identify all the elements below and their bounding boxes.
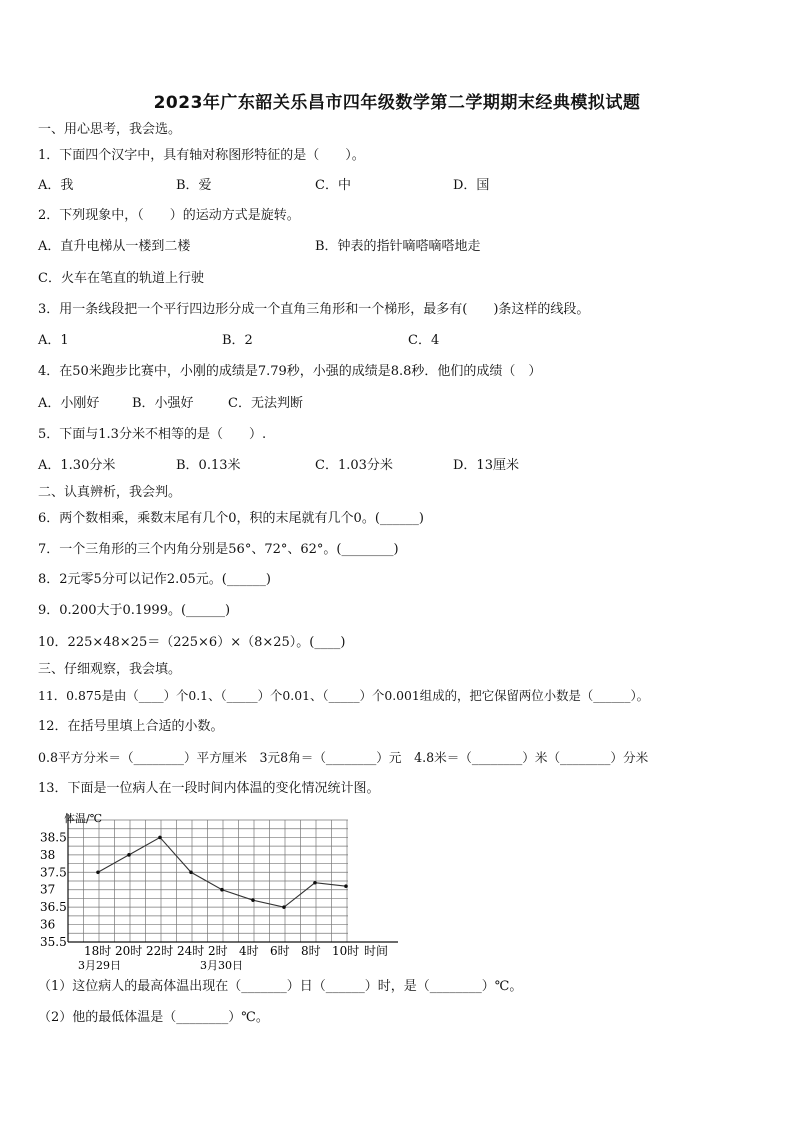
x-tick-label: 6时: [270, 944, 290, 958]
x-tick-label: 20时: [115, 944, 143, 958]
q1-option-c: C．中: [315, 178, 351, 193]
y-axis-label: 体温/℃: [64, 812, 103, 825]
section-heading: 三、仔细观察，我会填。: [38, 662, 182, 677]
q5-option-a: A．1.30分米: [38, 458, 116, 473]
y-tick-label: 37: [40, 882, 56, 897]
data-point: [96, 870, 100, 874]
question-13-part-1: （1）这位病人的最高体温出现在（_______）日（______）时，是（________）℃。: [38, 979, 523, 994]
question-3: 3．用一条线段把一个平行四边形分成一个直角三角形和一个梯形，最多有( )条这样的线段。: [38, 302, 590, 317]
question-2: 2．下列现象中，（ ）的运动方式是旋转。: [38, 208, 300, 223]
q1-option-b: B．爱: [176, 178, 212, 193]
date-label: 3月29日: [78, 959, 121, 972]
y-tick-label: 36.5: [40, 900, 67, 915]
y-tick-label: 38.5: [40, 830, 67, 845]
data-point: [127, 853, 131, 857]
question-8: 8．2元零5分可以记作2.05元。(______): [38, 572, 271, 587]
q2-option-b: B．钟表的指针嘀嗒嘀嗒地走: [315, 239, 481, 254]
x-tick-label: 22时: [146, 944, 174, 958]
section-heading: 一、用心思考，我会选。: [38, 122, 182, 137]
x-tick-label: 4时: [239, 944, 259, 958]
question-1: 1．下面四个汉字中，具有轴对称图形特征的是（ ）。: [38, 148, 365, 163]
data-point: [189, 870, 193, 874]
question-12-blanks: 0.8平方分米＝（________）平方厘米 3元8角＝（________）元 4.8米＝（________）米（________）分米: [38, 750, 649, 765]
q5-option-b: B．0.13米: [176, 458, 241, 473]
x-tick-label: 2时: [208, 944, 228, 958]
question-11: 11．0.875是由（____）个0.1、（_____）个0.01、（_____）个0.001组成的，把它保留两位小数是（______）。: [38, 688, 650, 703]
data-point: [158, 836, 162, 840]
data-point: [313, 881, 317, 885]
q5-option-d: D．13厘米: [453, 458, 519, 473]
x-axis-label: 时间: [364, 944, 389, 958]
question-4: 4．在50米跑步比赛中，小刚的成绩是7.79秒，小强的成绩是8.8秒．他们的成绩（ ）: [38, 364, 542, 379]
question-5: 5．下面与1.3分米不相等的是（ ）.: [38, 427, 267, 442]
x-tick-label: 18时: [84, 944, 112, 958]
data-point: [251, 898, 255, 902]
q3-option-c: C．4: [408, 333, 440, 348]
temperature-line-chart: [30, 810, 420, 975]
q2-option-c: C．火车在笔直的轨道上行驶: [38, 271, 204, 286]
date-label: 3月30日: [200, 959, 243, 972]
q4-option-c: C．无法判断: [228, 396, 303, 411]
x-tick-label: 8时: [301, 944, 321, 958]
q4-option-b: B．小强好: [132, 396, 194, 411]
y-tick-label: 35.5: [40, 935, 67, 949]
q4-option-a: A．小刚好: [38, 396, 100, 411]
y-tick-label: 38: [40, 847, 56, 862]
data-point: [220, 888, 224, 892]
x-tick-label: 10时: [332, 944, 360, 958]
x-tick-label: 24时: [177, 944, 205, 958]
question-13: 13．下面是一位病人在一段时间内体温的变化情况统计图。: [38, 781, 380, 796]
q2-option-a: A．直升电梯从一楼到二楼: [38, 239, 191, 254]
question-6: 6．两个数相乘，乘数末尾有几个0，积的末尾就有几个0。(______): [38, 511, 424, 526]
data-point: [282, 905, 286, 909]
question-7: 7．一个三角形的三个内角分别是56°、72°、62°。(________): [38, 542, 399, 557]
section-heading: 二、认真辨析，我会判。: [38, 485, 182, 500]
q5-option-c: C．1.03分米: [315, 458, 393, 473]
question-10: 10．225×48×25＝（225×6）×（8×25）。(____): [38, 635, 346, 650]
q3-option-a: A．1: [38, 333, 69, 348]
y-tick-label: 36: [40, 917, 56, 932]
question-9: 9．0.200大于0.1999。(______): [38, 603, 231, 618]
question-13-part-2: （2）他的最低体温是（________）℃。: [38, 1010, 269, 1025]
chart-svg: [30, 810, 420, 975]
q1-option-d: D．国: [453, 178, 490, 193]
exam-title: 2023年广东韶关乐昌市四年级数学第二学期期末经典模拟试题: [153, 93, 641, 113]
q3-option-b: B．2: [222, 333, 253, 348]
q1-option-a: A．我: [38, 178, 74, 193]
y-tick-label: 37.5: [40, 865, 67, 880]
data-point: [344, 884, 348, 888]
question-12: 12．在括号里填上合适的小数。: [38, 719, 224, 734]
